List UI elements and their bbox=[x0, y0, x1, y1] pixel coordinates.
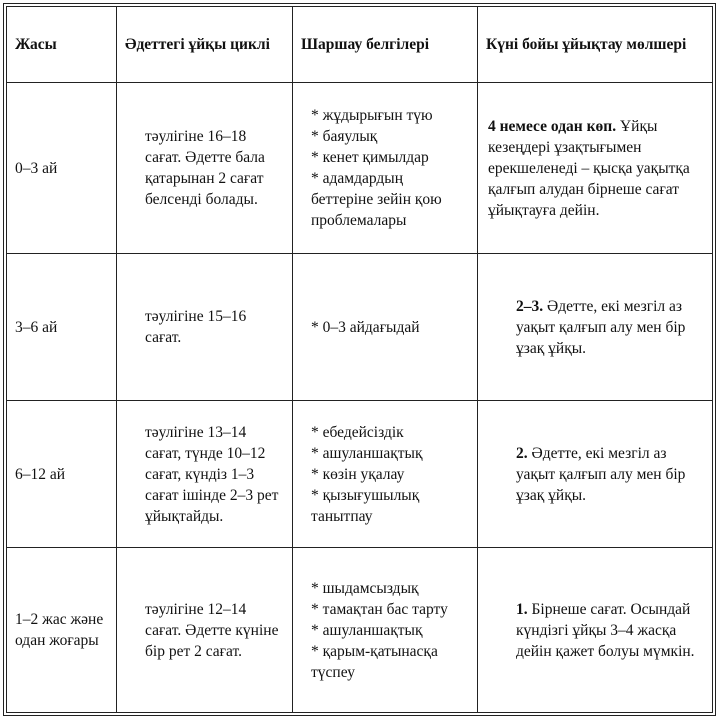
table-row bbox=[7, 254, 713, 401]
table-row bbox=[7, 83, 713, 254]
header-signs: Шаршау белгілері bbox=[293, 7, 478, 83]
naps-count: 2. bbox=[516, 444, 528, 462]
header-naps: Күні бойы ұйықтау мөлшері bbox=[478, 7, 713, 83]
signs-cell: * жұдырығын түю * баяулық * кенет қимылдар * адамдардың беттеріне зейін қою проблемалары bbox=[293, 83, 478, 254]
naps-cell: 1. Бірнеше сағат. Осындай күндізгі ұйқы 3–4 жасқа дейін қажет болуы мүмкін. bbox=[478, 548, 713, 713]
sleep-table bbox=[6, 6, 713, 713]
cycle-cell: тәулігіне 12–14 сағат. Әдетте күніне бір рет 2 сағат. bbox=[117, 548, 293, 713]
naps-cell: 2–3. Әдетте, екі мезгіл аз уақыт қалғып алу мен бір ұзақ ұйқы. bbox=[478, 254, 713, 401]
cycle-cell: тәулігіне 15–16 сағат. bbox=[117, 254, 293, 401]
age-cell: 0–3 ай bbox=[7, 83, 117, 254]
table-row bbox=[7, 401, 713, 548]
header-row bbox=[7, 7, 713, 83]
naps-cell: 4 немесе одан көп. Ұйқы кезеңдері ұзақтығымен ерекшеленеді – қысқа уақытқа қалғып алудан бірнеше сағат ұйықтауға дейін. bbox=[478, 83, 713, 254]
cycle-cell: тәулігіне 13–14 сағат, түнде 10–12 сағат, күндіз 1–3 сағат ішінде 2–3 рет ұйықтайды. bbox=[117, 401, 293, 548]
age-cell: 1–2 жас және одан жоғары bbox=[7, 548, 117, 713]
signs-cell: * ебедейсіздік * ашуланшақтық * көзін уқалау * қызығушылық танытпау bbox=[293, 401, 478, 548]
naps-cell: 2. Әдетте, екі мезгіл аз уақыт қалғып алу мен бір ұзақ ұйқы. bbox=[478, 401, 713, 548]
age-cell: 3–6 ай bbox=[7, 254, 117, 401]
naps-count: 1. bbox=[516, 600, 528, 618]
header-cycle: Әдеттегі ұйқы циклі bbox=[117, 7, 293, 83]
signs-cell: * шыдамсыздық * тамақтан бас тарту * ашуланшақтық * қарым-қатынасқа түспеу bbox=[293, 548, 478, 713]
header-age: Жасы bbox=[7, 7, 117, 83]
naps-count: 2–3. bbox=[516, 297, 544, 315]
table-row bbox=[7, 548, 713, 713]
age-cell: 6–12 ай bbox=[7, 401, 117, 548]
signs-cell: * 0–3 айдағыдай bbox=[293, 254, 478, 401]
naps-count: 4 немесе одан көп. bbox=[488, 117, 617, 135]
cycle-cell: тәулігіне 16–18 сағат. Әдетте бала қатарынан 2 сағат белсенді болады. bbox=[117, 83, 293, 254]
